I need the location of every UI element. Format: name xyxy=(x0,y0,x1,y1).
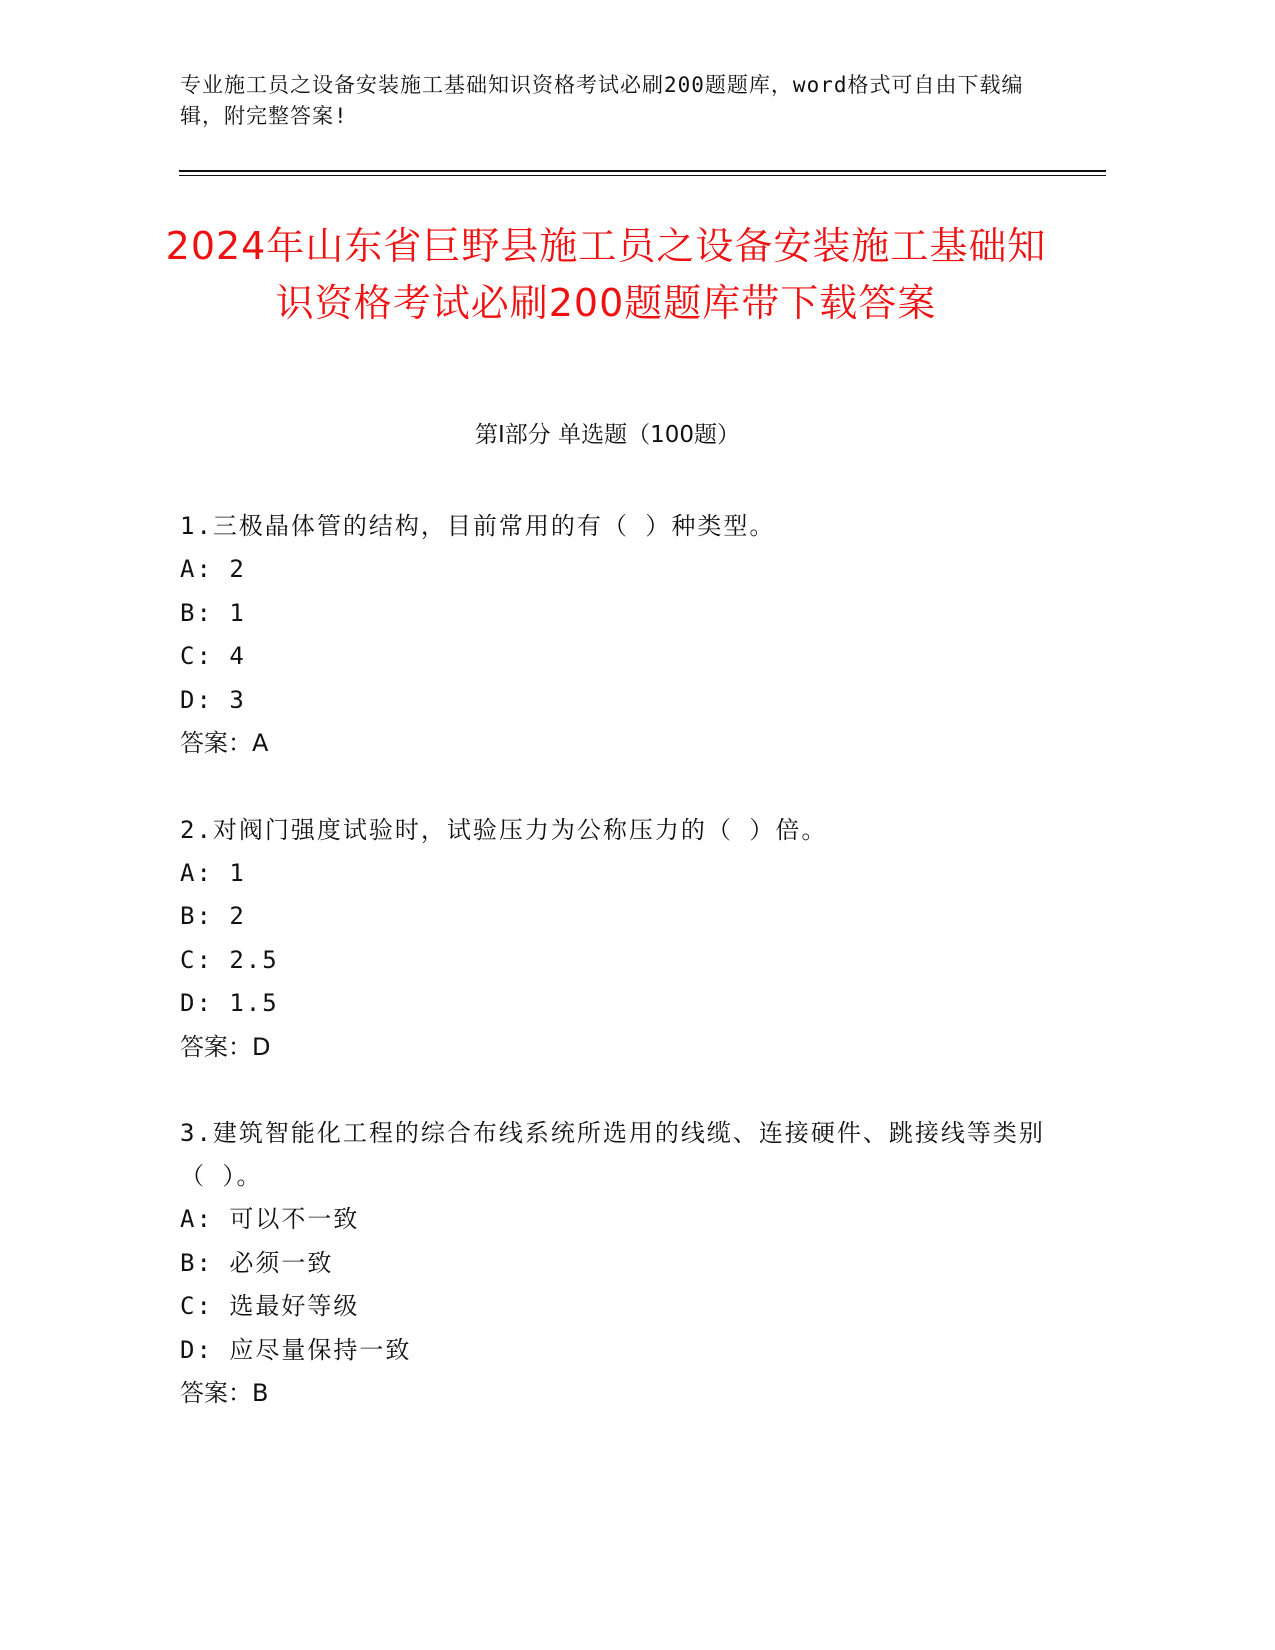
answer: 答案：B xyxy=(180,1379,269,1407)
option-c: C: 选最好等级 xyxy=(180,1292,360,1320)
question-2 xyxy=(180,809,1050,1070)
option-d: D: 1.5 xyxy=(180,989,279,1017)
answer: 答案：D xyxy=(180,1032,271,1061)
option-a: A: 可以不一致 xyxy=(180,1205,360,1233)
option-d: D: 3 xyxy=(180,685,246,714)
option-b: B: 1 xyxy=(180,598,246,627)
section-title: 第Ⅰ部分 单选题（100题） xyxy=(475,422,740,448)
option-a: A: 1 xyxy=(180,858,246,887)
document-title: 2024年山东省巨野县施工员之设备安装施工基础知识资格考试必刷200题题库带下载答案 xyxy=(165,224,1047,325)
question-list xyxy=(180,505,1050,1459)
question-stem: 2.对阀门强度试验时，试验压力为公称压力的（ ）倍。 xyxy=(180,815,828,844)
header-rule-thin xyxy=(179,175,1106,176)
option-b: B: 必须一致 xyxy=(180,1248,334,1277)
option-d: D: 应尽量保持一致 xyxy=(180,1335,412,1364)
option-c: C: 2.5 xyxy=(180,945,279,974)
option-b: B: 2 xyxy=(180,902,246,930)
question-stem: 1.三极晶体管的结构，目前常用的有（ ）种类型。 xyxy=(180,512,776,540)
question-3 xyxy=(180,1112,1050,1416)
question-1 xyxy=(180,505,1050,766)
header-note: 专业施工员之设备安装施工基础知识资格考试必刷200题题库，word格式可自由下载编辑，附完整答案! xyxy=(180,73,1024,128)
answer: 答案：A xyxy=(180,729,269,757)
question-stem: 3.建筑智能化工程的综合布线系统所选用的线缆、连接硬件、跳接线等类别（ ）。 xyxy=(180,1119,1045,1190)
option-a: A: 2 xyxy=(180,555,246,583)
header-rule xyxy=(179,170,1106,172)
option-c: C: 4 xyxy=(180,642,246,670)
